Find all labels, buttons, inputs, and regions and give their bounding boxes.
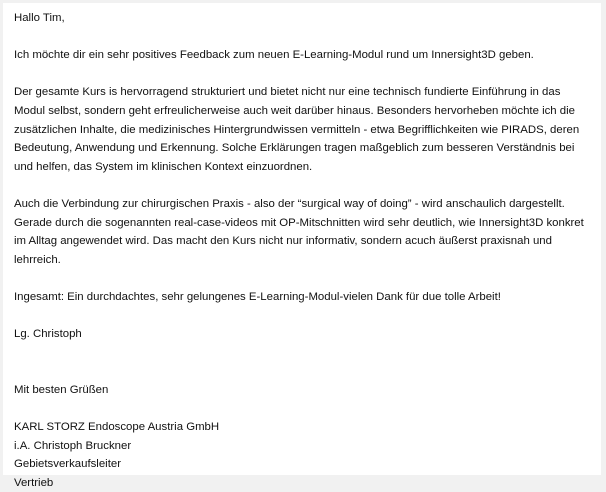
email-paragraph-summary: Ingesamt: Ein durchdachtes, sehr gelungenes E-Learning-Modul-vielen Dank für due tolle Arbeit! (14, 290, 501, 303)
email-paragraph-surgical-practice: Auch die Verbindung zur chirurgischen Praxis - also der “surgical way of doing” - wird anschaulich dargestellt. Gerade durch die sogenannten real-case-videos mit OP-Mitschnitten wird sehr deutlich, wie Innersight3D konkret im Alltag angewendet wird. Das macht den Kurs nicht nur informativ, sondern acuch äußerst praxisnah und lehrreich. (14, 197, 584, 266)
email-signoff-short: Lg. Christoph (14, 328, 82, 341)
email-greeting: Hallo Tim, (14, 12, 65, 24)
signature-name: i.A. Christoph Bruckner (14, 439, 132, 452)
email-signature (14, 418, 591, 492)
email-paragraph-course-structure: Der gesamte Kurs is hervorragend strukturiert und bietet nicht nur eine technisch fundierte Einführung in das Modul selbst, sondern geht erfreulicherweise auch weit darüber hinaus. Besonders hervorheben möchte ich die zusätzlichen Inhalte, die medizinisches Hintergrundwissen vermitteln - etwa Begrifflichkeiten wie PIRADS, deren Bedeutung, Anwendung und Erkennung. Solche Erklärungen tragen maßgeblich zum besseren Verständnis bei und helfen, das System im klinischen Kontext einzuordnen. (14, 86, 580, 173)
email-paragraph-intro: Ich möchte dir ein sehr positives Feedback zum neuen E-Learning-Modul rund um Innersight3D geben. (14, 49, 534, 62)
signature-company: KARL STORZ Endoscope Austria GmbH (14, 421, 220, 434)
email-body (3, 3, 601, 489)
signature-title: Gebietsverkaufsleiter (14, 458, 121, 471)
signature-department: Vertrieb (14, 476, 54, 489)
email-closing: Mit besten Grüßen (14, 383, 109, 396)
